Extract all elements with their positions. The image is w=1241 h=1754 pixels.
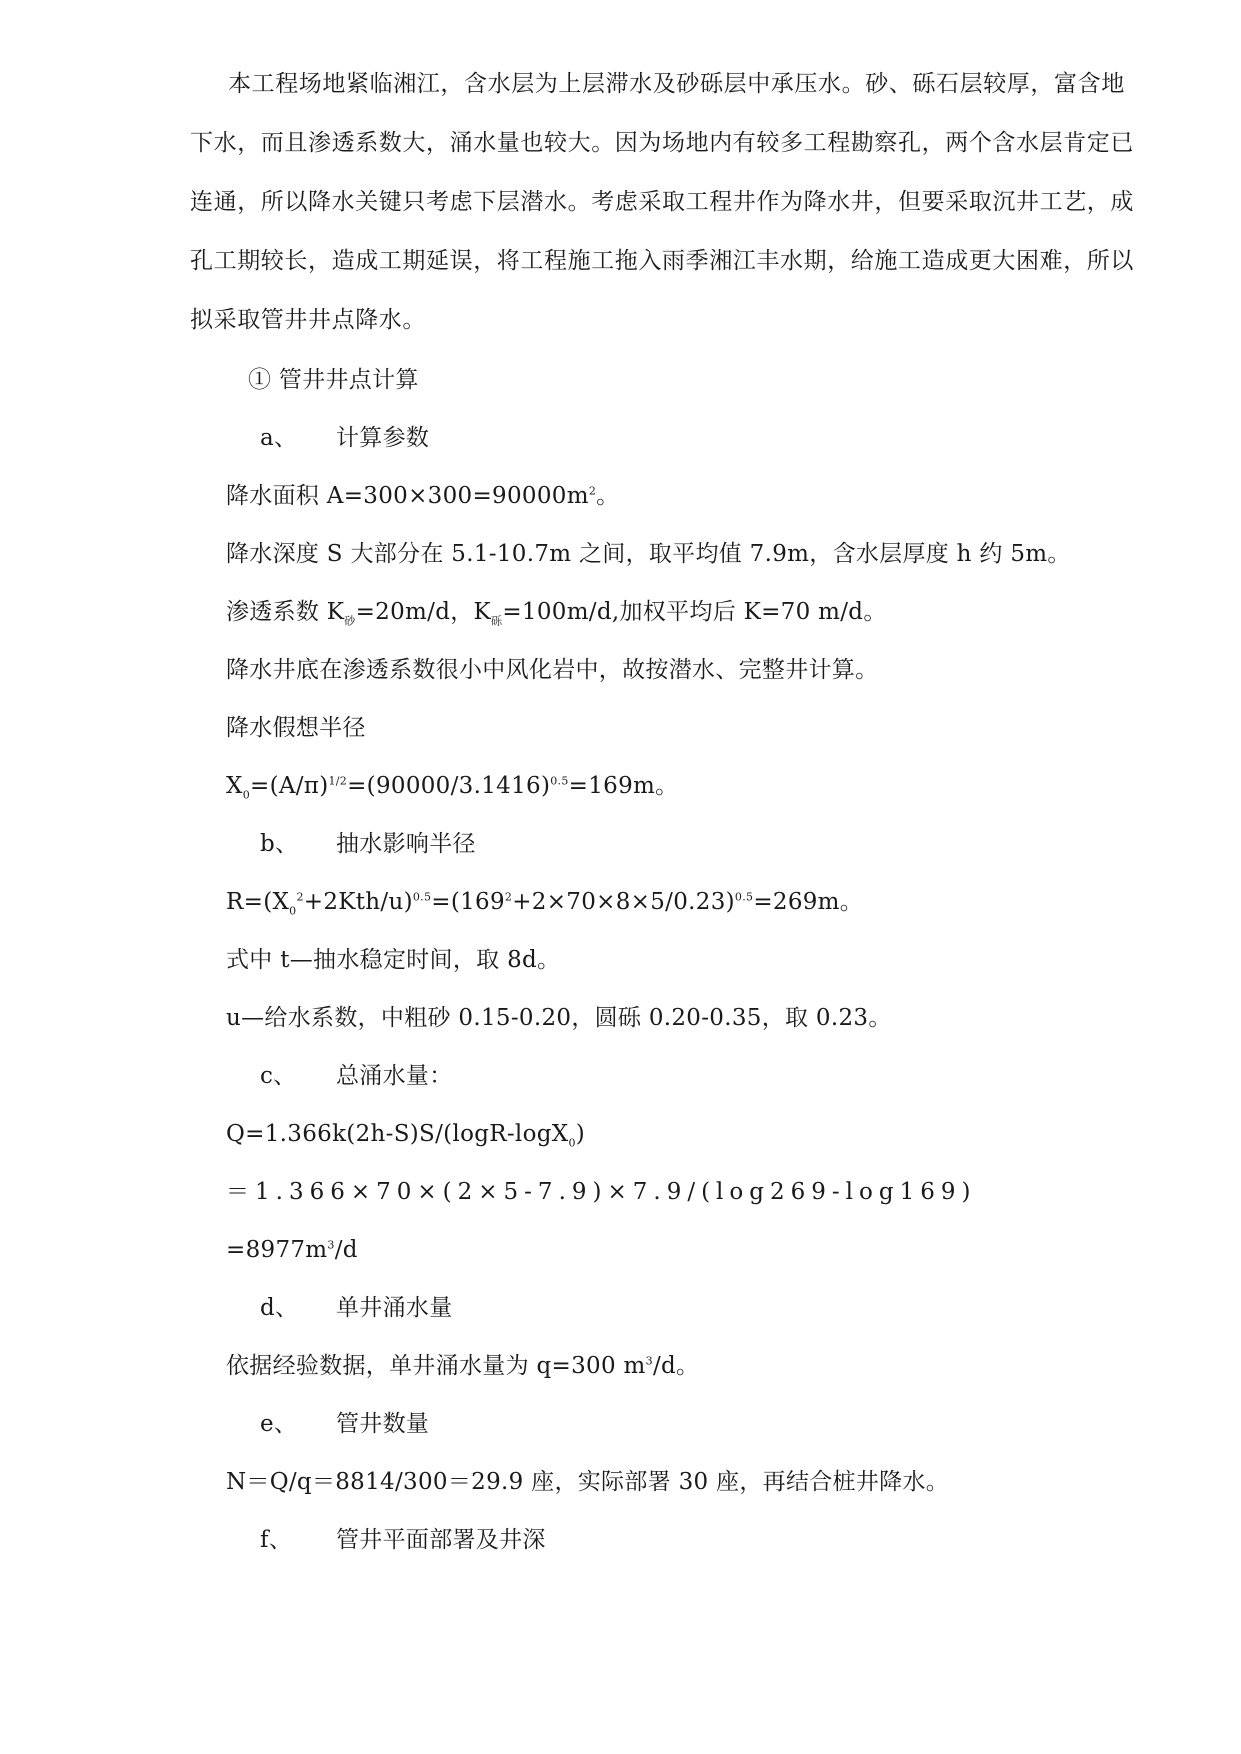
item-c-title: 总涌水量： — [336, 1063, 453, 1089]
item-b-label: b、 — [260, 831, 299, 857]
intro-paragraph: 本工程场地紧临湘江，含水层为上层滞水及砂砾层中承压水。砂、砾石层较厚，富含地下水，而且渗透系数大，涌水量也较大。因为场地内有较多工程勘察孔，两个含水层肯定已连通，所以降水关键只考虑下层潜水。考虑采取工程井作为降水井，但要采取沉井工艺，成孔工期较长，造成工期延误，将工程施工拖入雨季湘江丰水期，给施工造成更大困难，所以拟采取管井井点降水。 — [190, 71, 1134, 333]
permeability-line: 渗透系数 $K_砂=20m/d$，$K_砾=100m/d$,加权平均后 K=70 m/d。 — [226, 599, 887, 628]
single-well-line: 依据经验数据，单井涌水量为 q=300 $m^3/d$。 — [226, 1353, 700, 1379]
x0-formula: $X_0=(A/\pi)^{1/2}=(90000/3.1416)^{0.5}=169m$。 — [226, 773, 679, 802]
depth-line: 降水深度 S 大部分在 5.1-10.7m 之间，取平均值 7.9m，含水层厚度 h 约 5m。 — [226, 541, 1071, 567]
item-e-title: 管井数量 — [336, 1411, 430, 1437]
area-line: 降水面积 $A=300\times 300=90000m^2$。 — [226, 483, 620, 509]
well-bottom-line: 降水井底在渗透系数很小中风化岩中，故按潜水、完整井计算。 — [226, 657, 879, 683]
item-f-title: 管井平面部署及井深 — [336, 1527, 546, 1553]
item-b-heading — [260, 827, 476, 861]
item-d-label: d、 — [260, 1295, 299, 1321]
item-e-label: e、 — [260, 1411, 298, 1437]
section-heading: ① 管井井点计算 — [248, 367, 419, 393]
item-f-heading — [260, 1523, 546, 1557]
q-formula: Q=1.366k(2h-S)S/(logR-logX$_0$) — [226, 1121, 586, 1150]
item-a-title: 计算参数 — [336, 425, 430, 451]
u-note: u—给水系数，中粗砂 0.15-0.20，圆砾 0.20-0.35，取 0.23。 — [226, 1005, 892, 1031]
item-b-title: 抽水影响半径 — [336, 831, 476, 857]
item-d-heading — [260, 1291, 453, 1325]
item-a-heading — [260, 421, 429, 455]
item-c-heading — [260, 1059, 453, 1093]
item-a-label: a、 — [260, 425, 298, 451]
item-c-label: c、 — [260, 1063, 297, 1089]
q-result: $=8977m^3/d$ — [226, 1237, 358, 1263]
item-e-heading — [260, 1407, 429, 1441]
q-substitution: ＝1.366×70×(2×5-7.9)×7.9/(log269-log169) — [226, 1179, 977, 1205]
radius-label: 降水假想半径 — [226, 715, 366, 741]
t-note: 式中 t—抽水稳定时间，取 8d。 — [226, 947, 561, 973]
r-formula: $R=(X_0^2+2Kth/u)^{0.5}=(169^2+2\times 70\times 8\times 5/0.23)^{0.5}=269m$。 — [226, 889, 864, 918]
item-f-label: f、 — [260, 1527, 293, 1553]
well-count-line: N＝Q/q＝8814/300＝29.9 座，实际部署 30 座，再结合桩井降水。 — [226, 1469, 950, 1495]
item-d-title: 单井涌水量 — [336, 1295, 453, 1321]
